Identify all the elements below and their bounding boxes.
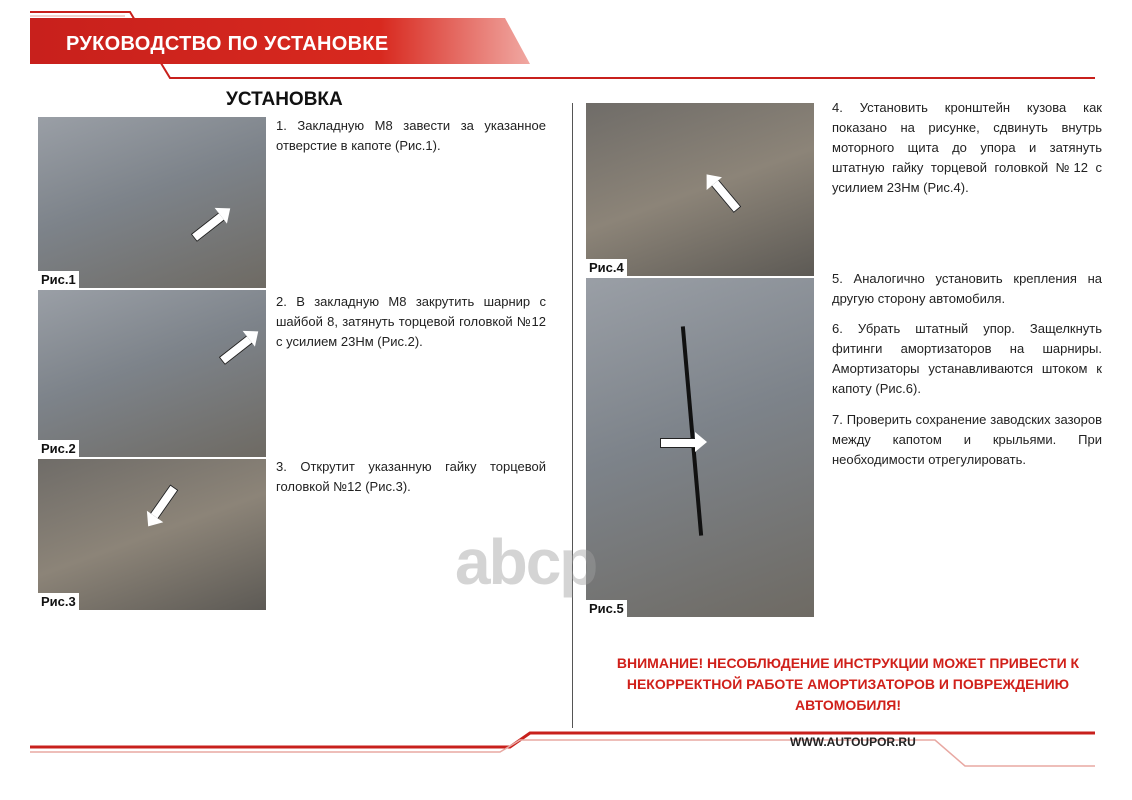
step-1: 1. Закладную М8 завести за указанное отверстие в капоте (Рис.1). [276, 118, 546, 153]
figure-caption: Рис.3 [38, 593, 79, 610]
figure-2-photo [38, 290, 266, 457]
arrow-icon [660, 438, 696, 448]
step-2: 2. В закладную М8 закрутить шарнир с шайбой 8, затянуть торцевой головкой №12 с усилием 23Нм (Рис.2). [276, 294, 546, 349]
website-link[interactable]: WWW.AUTOUPOR.RU [790, 735, 916, 749]
step-4: 4. Установить кронштейн кузова как показано на рисунке, сдвинуть внутрь моторного щита до упора и затянуть штатную гайку торцевой головкой №12 с усилием 23Нм (Рис.4). [832, 100, 1102, 195]
arrow-icon [711, 179, 742, 213]
arrow-icon [219, 335, 254, 365]
figure-4-photo [586, 103, 814, 276]
gas-strut [681, 326, 703, 536]
figure-3-photo [38, 459, 266, 610]
figure-5-photo [586, 278, 814, 617]
arrow-icon [150, 484, 179, 519]
section-title: УСТАНОВКА [226, 89, 343, 110]
step-3: 3. Открутит указанную гайку торцевой головкой №12 (Рис.3). [276, 459, 546, 494]
step-6: 6. Убрать штатный упор. Защелкнуть фитинги амортизаторов на шарниры. Амортизаторы устанавливаются штоком к капоту (Рис.6). [832, 321, 1102, 396]
figure-caption: Рис.5 [586, 600, 627, 617]
column-divider [572, 103, 573, 728]
watermark-logo: abcp [455, 526, 597, 598]
figure-caption: Рис.2 [38, 440, 79, 457]
arrow-icon [191, 212, 226, 242]
step-5: 5. Аналогично установить крепления на другую сторону автомобиля. [832, 271, 1102, 306]
warning-text: ВНИМАНИЕ! НЕСОБЛЮДЕНИЕ ИНСТРУКЦИИ МОЖЕТ ПРИВЕСТИ К НЕКОРРЕКТНОЙ РАБОТЕ АМОРТИЗАТОРОВ И ПОВРЕЖДЕНИЮ АВТОМОБИЛЯ! [616, 655, 1080, 713]
figure-1-photo [38, 117, 266, 288]
step-7: 7. Проверить сохранение заводских зазоров между капотом и крыльями. При необходимости отрегулировать. [832, 412, 1102, 467]
figure-caption: Рис.1 [38, 271, 79, 288]
figure-caption: Рис.4 [586, 259, 627, 276]
header-title: РУКОВОДСТВО ПО УСТАНОВКЕ [66, 33, 389, 55]
